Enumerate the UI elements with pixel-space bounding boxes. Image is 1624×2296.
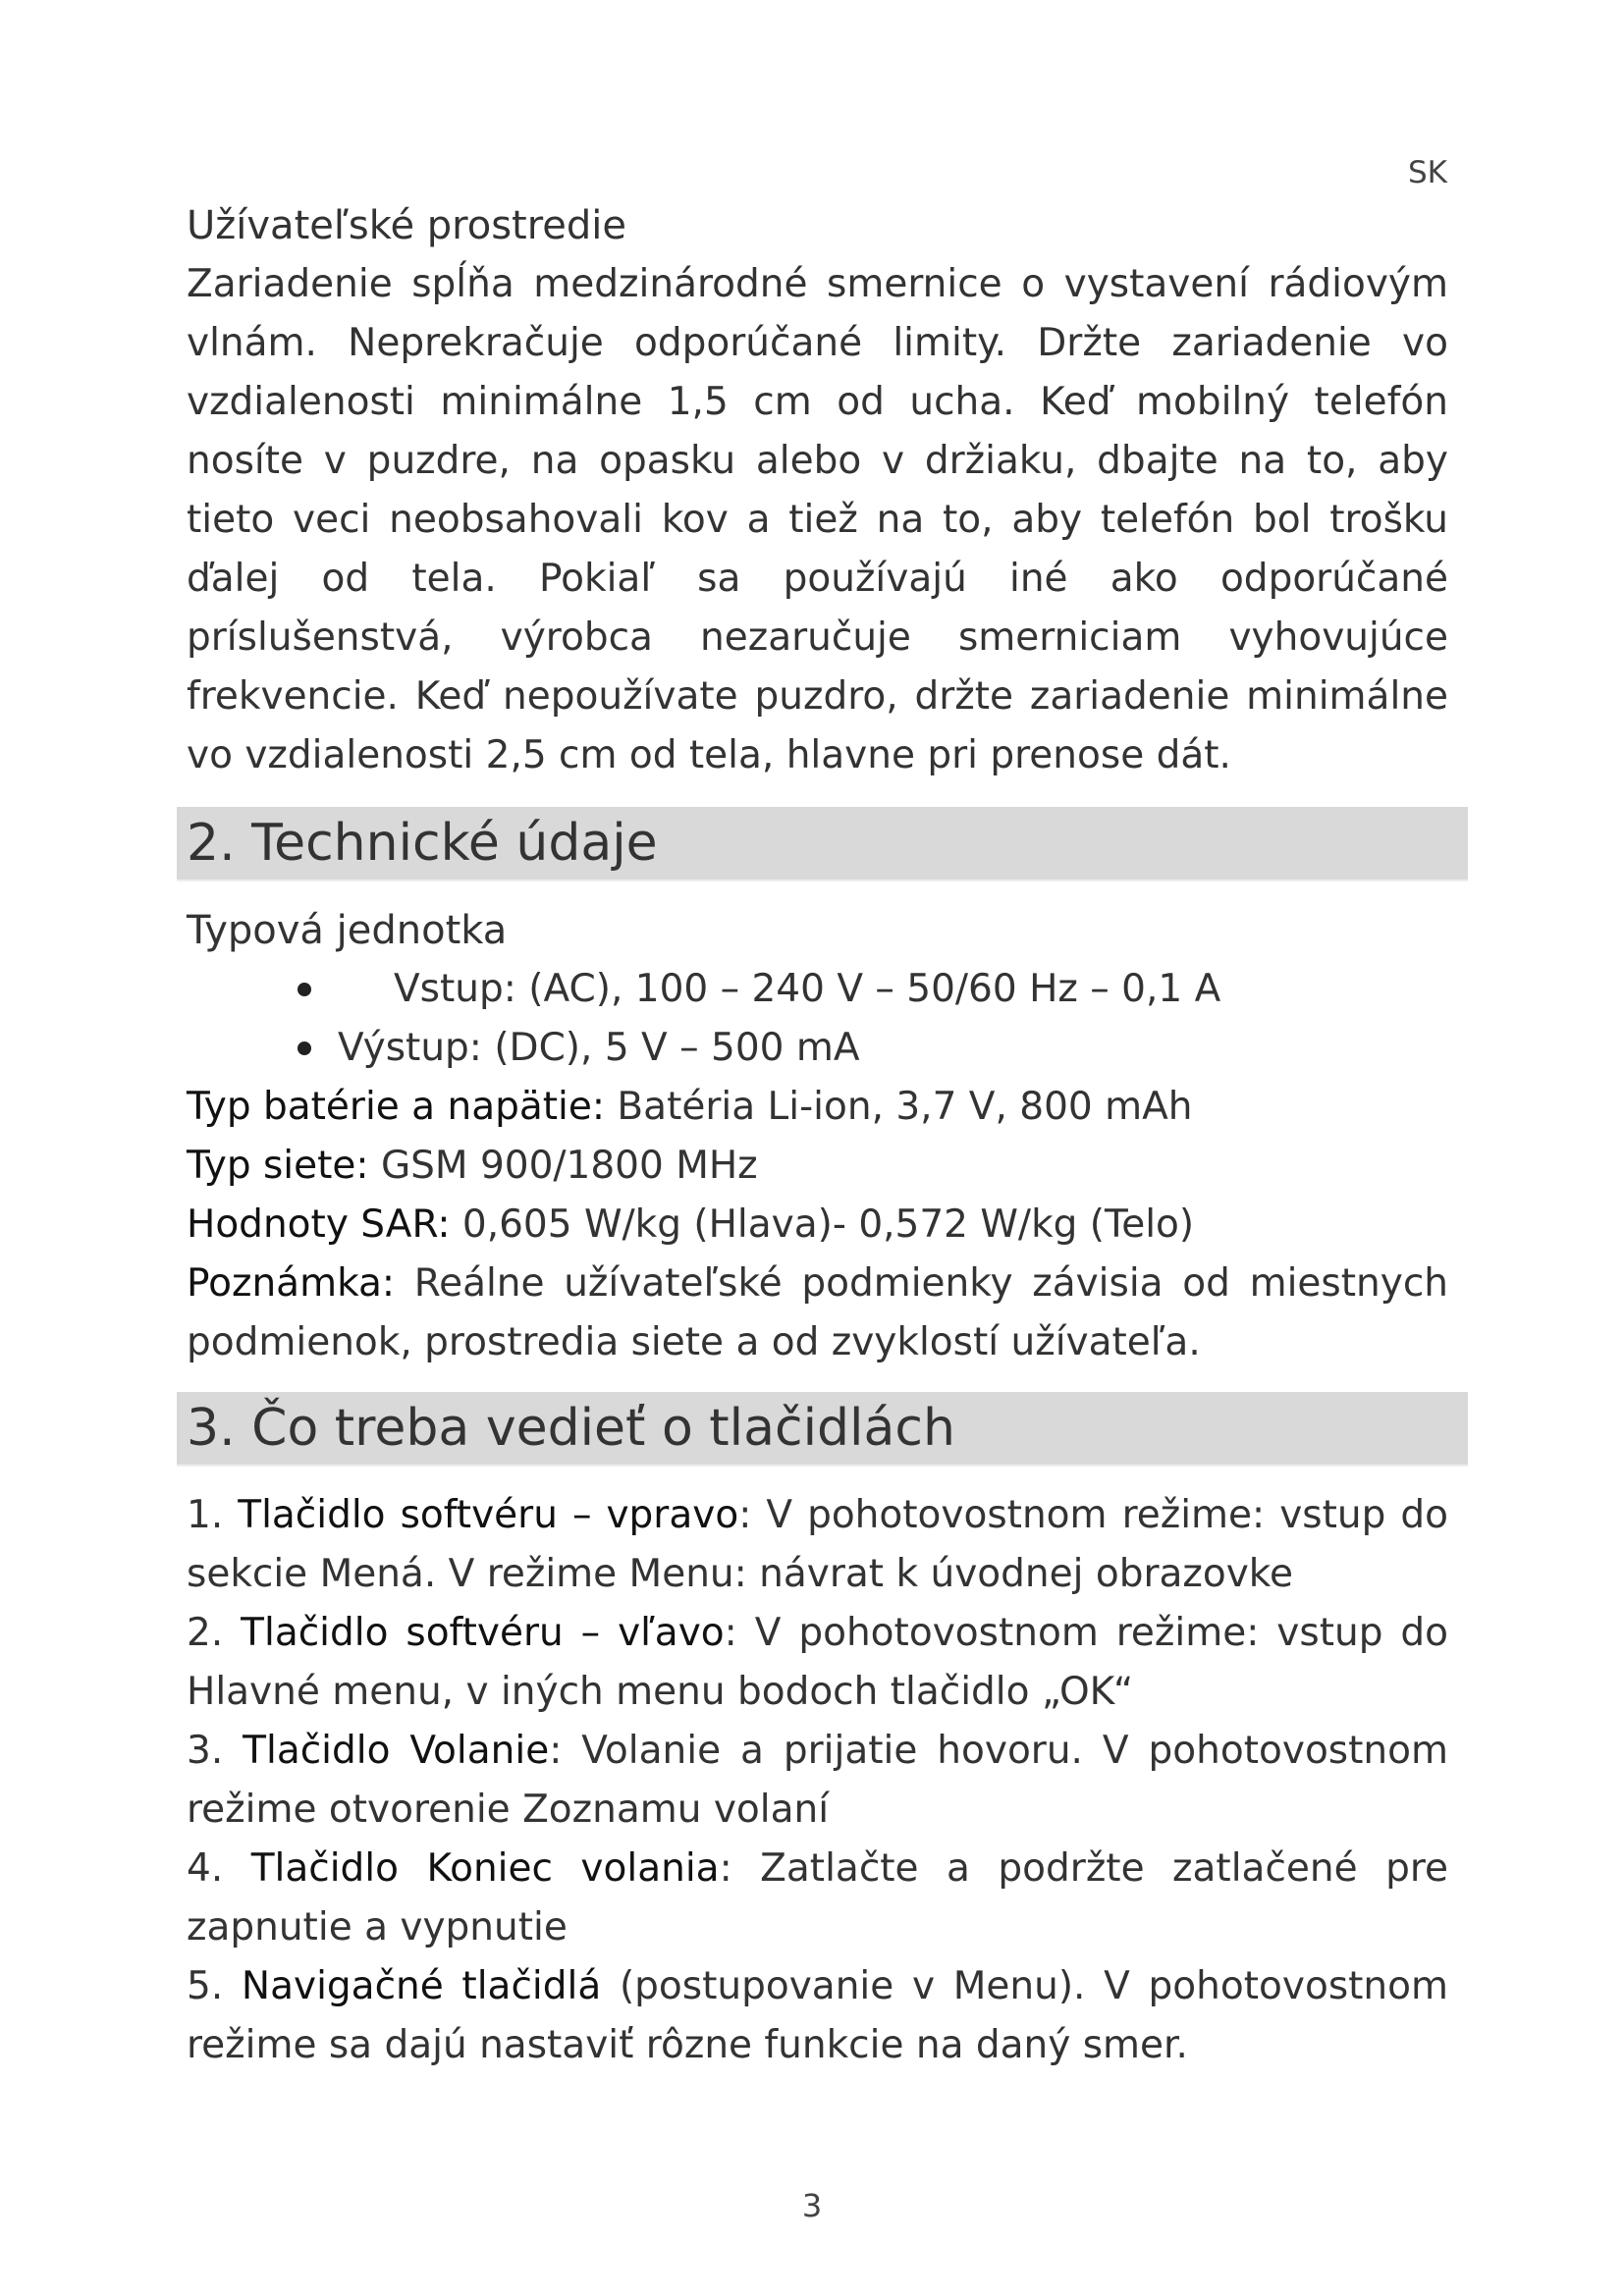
button-item [187, 1722, 1448, 1840]
spec-label: Typ batérie a napätie: [187, 1085, 606, 1129]
item-number: 2. [187, 1611, 242, 1655]
button-item [187, 1840, 1448, 1957]
spec-value: 0,605 W/kg (Hlava)- 0,572 W/kg (Telo) [450, 1202, 1195, 1247]
item-number: 5. [187, 1964, 242, 2008]
spec-label: Hodnoty SAR: [187, 1202, 451, 1247]
item-number: 1. [187, 1493, 239, 1537]
spec-row [187, 1137, 1448, 1196]
item-label: Tlačidlo softvéru – vpravo [238, 1493, 739, 1537]
item-label: Tlačidlo Volanie [243, 1729, 550, 1773]
page-content [187, 196, 1448, 2075]
language-code: SK [1407, 155, 1447, 190]
spec-row [187, 1255, 1448, 1372]
section1-paragraph: Zariadenie spĺňa medzinárodné smernice o vystavení rádiovým vlnám. Neprekračuje odporúčané limity. Držte zariadenie vo vzdialenosti minimálne 1,5 cm od ucha. Keď mobilný telefón nosíte v puzdre, na opasku alebo v držiaku, dbajte na to, aby tieto veci neobsahovali kov a tiež na to, aby telefón bol trošku ďalej od tela. Pokiaľ sa používajú iné ako odporúčané príslušenstvá, výrobca nezaručuje smerniciam vyhovujúce frekvencie. Keď nepoužívate puzdro, držte zariadenie minimálne vo vzdialenosti 2,5 cm od tela, hlavne pri prenose dát. [187, 262, 1448, 777]
spec-row [187, 1196, 1448, 1255]
spec-value: Batéria Li-ion, 3,7 V, 800 mAh [605, 1085, 1193, 1129]
bullet-icon [298, 1041, 311, 1055]
section2-subtitle: Typová jednotka [187, 908, 508, 953]
spec-row [187, 1078, 1448, 1137]
page-number: 3 [801, 2187, 823, 2224]
item-number: 4. [187, 1846, 251, 1891]
spec-value: GSM 900/1800 MHz [368, 1144, 758, 1188]
bullet-item [187, 960, 1448, 1019]
item-text: : V pohotovostnom režime: vstup do Hlavné menu, v iných menu bodoch tlačidlo „OK“ [187, 1611, 1449, 1714]
button-item [187, 1604, 1448, 1722]
item-text: : Volanie a prijatie hovoru. V pohotovostnom režime otvorenie Zoznamu volaní [187, 1729, 1448, 1832]
item-text: : V pohotovostnom režime: vstup do sekcie Mená. V režime Menu: návrat k úvodnej obrazovke [187, 1493, 1449, 1596]
spec-value: Reálne užívateľské podmienky závisia od miestnych podmienok, prostredia siete a od zvyklostí užívateľa. [187, 1261, 1448, 1364]
section2-heading: 2. Technické údaje [177, 807, 1468, 880]
bullet-text: Vstup: (AC), 100 – 240 V – 50/60 Hz – 0,1 A [394, 967, 1221, 1011]
item-number: 3. [187, 1729, 244, 1773]
bullet-text: Výstup: (DC), 5 V – 500 mA [338, 1026, 860, 1070]
button-item [187, 1957, 1448, 2075]
item-label: Navigačné tlačidlá [241, 1964, 602, 2008]
bullet-item [187, 1019, 1448, 1078]
section3-heading: 3. Čo treba vedieť o tlačidlách [177, 1392, 1468, 1465]
item-text: : Zatlačte a podržte zatlačené pre zapnutie a vypnutie [187, 1846, 1449, 1949]
item-text: (postupovanie v Menu). V pohotovostnom režime sa dajú nastaviť rôzne funkcie na daný smer. [187, 1964, 1448, 2067]
spec-label: Typ siete: [187, 1144, 369, 1188]
bullet-icon [298, 983, 311, 996]
button-item [187, 1486, 1448, 1604]
spec-label: Poznámka: [187, 1261, 396, 1306]
section1-subtitle: Užívateľské prostredie [187, 203, 627, 248]
item-label: Tlačidlo Koniec volania [250, 1846, 720, 1891]
item-label: Tlačidlo softvéru – vľavo [241, 1611, 725, 1655]
